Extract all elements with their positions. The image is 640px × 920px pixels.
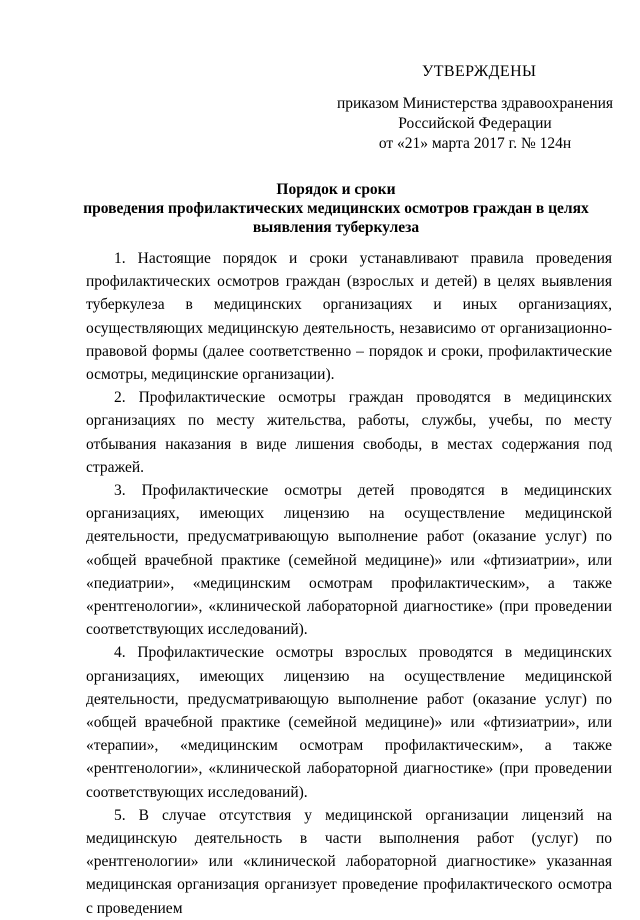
paragraph-2: 2. Профилактические осмотры граждан проводятся в медицинских организациях по месту жительства, работы, службы, учебы, по месту отбывания наказания в виде лишения свободы, в местах содержания под стражей. xyxy=(86,389,612,476)
approved-heading: УТВЕРЖДЕНЫ xyxy=(422,63,537,80)
paragraph-4: 4. Профилактические осмотры взрослых проводятся в медицинских организациях, имеющих лицензию на осуществление медицинской деятельности, предусматривающую выполнение работ (оказание услуг) по «общей врачебной практике (семейной медицине)» или «фтизиатрии», или «терапии», «медицинским осмотрам профилактическим», а также «рентгенологии», «клинической лабораторной диагностике» (при проведении соответствующих исследований). xyxy=(86,644,612,801)
title-line-1: Порядок и сроки xyxy=(276,181,396,198)
approval-line-ministry: приказом Министерства здравоохранения xyxy=(336,95,614,112)
document-body xyxy=(86,247,612,920)
approval-block xyxy=(330,62,620,154)
title-line-2: проведения профилактических медицинских осмотров граждан в целях xyxy=(83,200,589,217)
document-title xyxy=(70,180,602,237)
approval-line-country: Российской Федерации xyxy=(398,115,552,132)
paragraph-1: 1. Настоящие порядок и сроки устанавливают правила проведения профилактических осмотров граждан (взрослых и детей) в целях выявления туберкулеза в медицинских организациях и иных организациях, осуществляющих медицинскую деятельность, независимо от организационно-правовой формы (далее соответственно – порядок и сроки, профилактические осмотры, медицинские организации). xyxy=(86,250,612,384)
approval-line-order-date: от «21» марта 2017 г. № 124н xyxy=(378,135,572,152)
title-line-3: выявления туберкулеза xyxy=(252,219,420,236)
paragraph-5: 5. В случае отсутствия у медицинской организации лицензий на медицинскую деятельность в части выполнения работ (услуг) по «рентгенологии» или «клинической лабораторной диагностике» указанная медицинская организация организует проведение профилактического осмотра с проведением xyxy=(86,806,612,917)
paragraph-3: 3. Профилактические осмотры детей проводятся в медицинских организациях, имеющих лицензию на осуществление медицинской деятельности, предусматривающую выполнение работ (оказание услуг) по «общей врачебной практике (семейной медицине)» или «фтизиатрии», или «педиатрии», «медицинским осмотрам профилактическим», а также «рентгенологии», «клинической лабораторной диагностике» (при проведении соответствующих исследований). xyxy=(86,482,612,639)
